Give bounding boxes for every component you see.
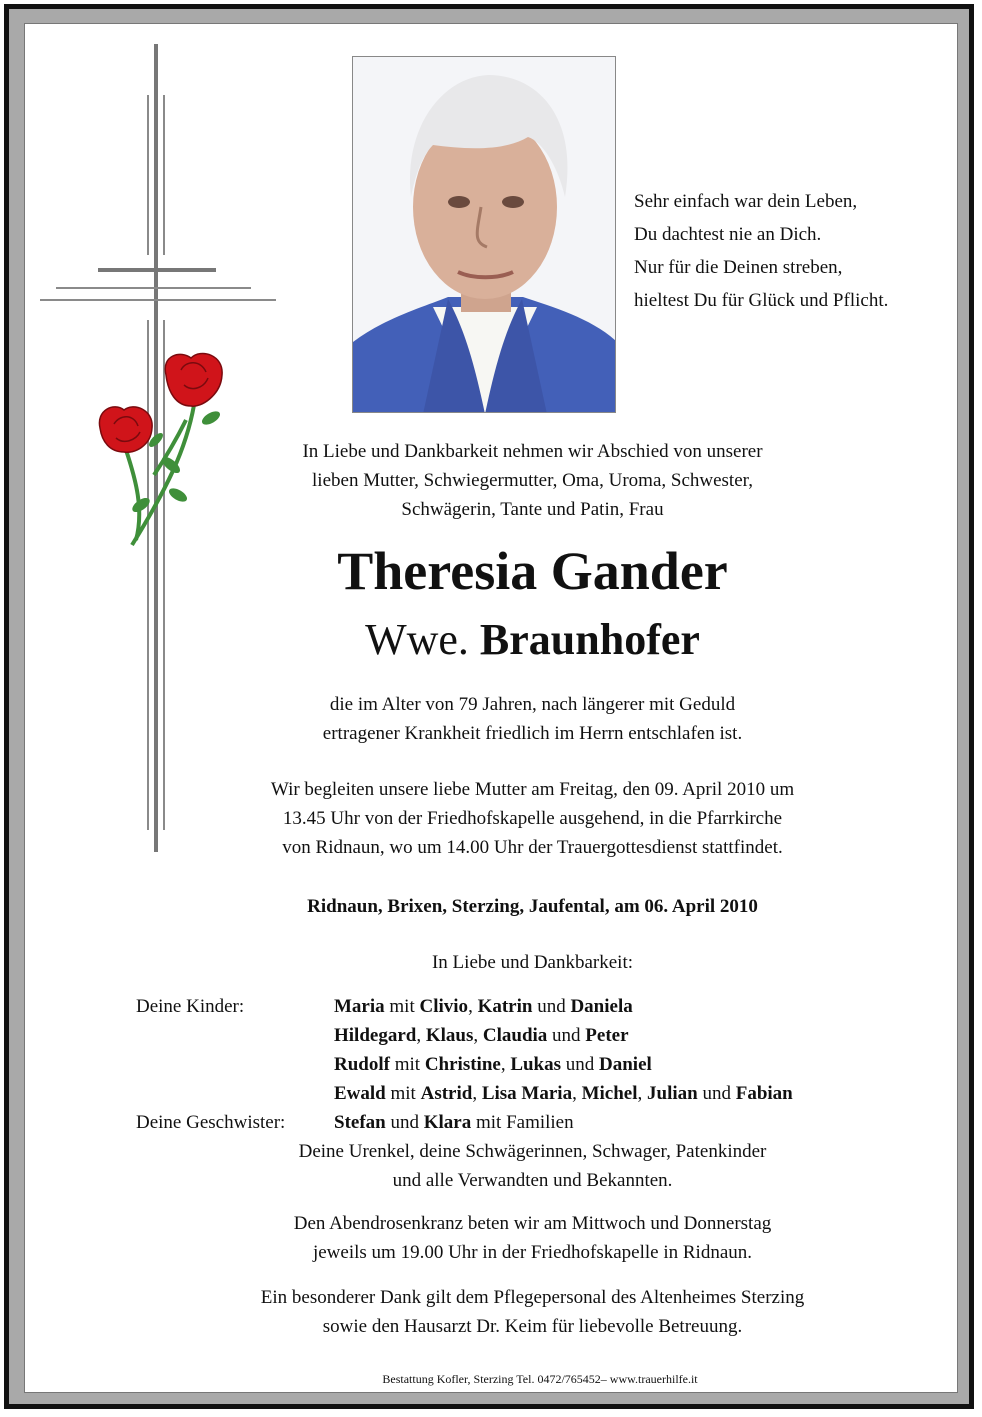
funeral-text xyxy=(130,775,935,862)
connector-text: , xyxy=(500,1054,511,1075)
family-member-name: Daniel xyxy=(599,1054,652,1075)
gratitude-heading-line: In Liebe und Dankbarkeit: xyxy=(431,952,633,973)
children-label: Deine Kinder: xyxy=(136,996,245,1017)
family-member-name: Stefan xyxy=(334,1112,386,1133)
connector-text: , xyxy=(472,1083,482,1104)
portrait-photo xyxy=(352,56,616,413)
family-member-name: Daniela xyxy=(570,996,633,1017)
connector-text: und xyxy=(385,1112,424,1133)
connector-text: mit xyxy=(384,996,420,1017)
age-line: die im Alter von 79 Jahren, nach längerer mit Geduld xyxy=(329,694,736,715)
connector-text: mit Familien xyxy=(471,1112,574,1133)
family-member-name: Katrin xyxy=(477,996,533,1017)
family-member-name: Lukas xyxy=(510,1054,562,1075)
relatives-text xyxy=(130,1137,935,1195)
siblings-label: Deine Geschwister: xyxy=(136,1112,286,1133)
family-member-name: Claudia xyxy=(482,1025,548,1046)
place-date xyxy=(130,892,935,921)
family-member-name: Maria xyxy=(334,996,385,1017)
family-member-name: Clivio xyxy=(419,996,469,1017)
deceased-name: Theresia Gander xyxy=(337,541,728,601)
family-member-name: Astrid xyxy=(420,1083,473,1104)
gratitude-heading xyxy=(130,948,935,977)
age-line: ertragener Krankheit friedlich im Herrn entschlafen ist. xyxy=(322,723,743,744)
intro-line: lieben Mutter, Schwiegermutter, Oma, Uroma, Schwester, xyxy=(312,470,753,491)
family-member-name: Michel xyxy=(581,1083,638,1104)
poem xyxy=(634,185,888,317)
rosary-line: jeweils um 19.00 Uhr in der Friedhofskapelle in Ridnaun. xyxy=(312,1242,753,1263)
family-member-name: Klaus xyxy=(425,1025,474,1046)
thanks-text xyxy=(130,1283,935,1341)
connector-text: , xyxy=(637,1083,648,1104)
family-member-name: Klara xyxy=(423,1112,472,1133)
thanks-line: sowie den Hausarzt Dr. Keim für liebevolle Betreuung. xyxy=(322,1316,743,1337)
poem-line: Du dachtest nie an Dich. xyxy=(634,224,822,245)
relatives-line: Deine Urenkel, deine Schwägerinnen, Schwager, Patenkinder xyxy=(298,1141,767,1162)
funeral-home-footer: Bestattung Kofler, Sterzing Tel. 0472/765452– www.trauerhilfe.it xyxy=(382,1372,698,1386)
family-member-name: Rudolf xyxy=(334,1054,390,1075)
connector-text: , xyxy=(473,1025,483,1046)
family-member-name: Fabian xyxy=(735,1083,793,1104)
rosary-text xyxy=(130,1209,935,1267)
connector-text: , xyxy=(468,996,478,1017)
child-line xyxy=(334,1021,629,1050)
family-member-name: Ewald xyxy=(334,1083,386,1104)
widow-name xyxy=(130,612,935,668)
family-member-name: Hildegard xyxy=(334,1025,417,1046)
age-text xyxy=(130,690,935,748)
child-line xyxy=(334,992,633,1021)
connector-text: und xyxy=(532,996,571,1017)
poem-line: Nur für die Deinen streben, xyxy=(634,257,843,278)
connector-text: und xyxy=(561,1054,600,1075)
relatives-line: und alle Verwandten und Bekannten. xyxy=(392,1170,673,1191)
siblings-line xyxy=(334,1108,574,1137)
rosary-line: Den Abendrosenkranz beten wir am Mittwoch und Donnerstag xyxy=(293,1213,772,1234)
family-member-name: Julian xyxy=(647,1083,698,1104)
connector-text: , xyxy=(572,1083,582,1104)
connector-text: und xyxy=(547,1025,586,1046)
funeral-line: Wir begleiten unsere liebe Mutter am Freitag, den 09. April 2010 um xyxy=(270,779,795,800)
funeral-line: von Ridnaun, wo um 14.00 Uhr der Trauergottesdienst stattfindet. xyxy=(282,837,783,858)
intro-text xyxy=(130,437,935,524)
funeral-line: 13.45 Uhr von der Friedhofskapelle ausgehend, in die Pfarrkirche xyxy=(282,808,783,829)
widow-prefix: Wwe. xyxy=(365,615,469,664)
family-member-name: Peter xyxy=(585,1025,629,1046)
family-member-name: Christine xyxy=(424,1054,501,1075)
poem-line: Sehr einfach war dein Leben, xyxy=(634,191,858,212)
connector-text: mit xyxy=(389,1054,425,1075)
thanks-line: Ein besonderer Dank gilt dem Pflegepersonal des Altenheimes Sterzing xyxy=(260,1287,805,1308)
poem-line: hieltest Du für Glück und Pflicht. xyxy=(634,290,889,311)
connector-text: , xyxy=(416,1025,426,1046)
family-member-name: Lisa Maria xyxy=(481,1083,573,1104)
child-line xyxy=(334,1079,793,1108)
connector-text: mit xyxy=(385,1083,421,1104)
place-date-line: Ridnaun, Brixen, Sterzing, Jaufental, am 06. April 2010 xyxy=(307,896,758,917)
child-line xyxy=(334,1050,652,1079)
maiden-married-name: Braunhofer xyxy=(479,615,700,664)
intro-line: Schwägerin, Tante und Patin, Frau xyxy=(401,499,664,520)
intro-line: In Liebe und Dankbarkeit nehmen wir Abschied von unserer xyxy=(302,441,763,462)
connector-text: und xyxy=(697,1083,736,1104)
portrait-image xyxy=(353,57,616,413)
